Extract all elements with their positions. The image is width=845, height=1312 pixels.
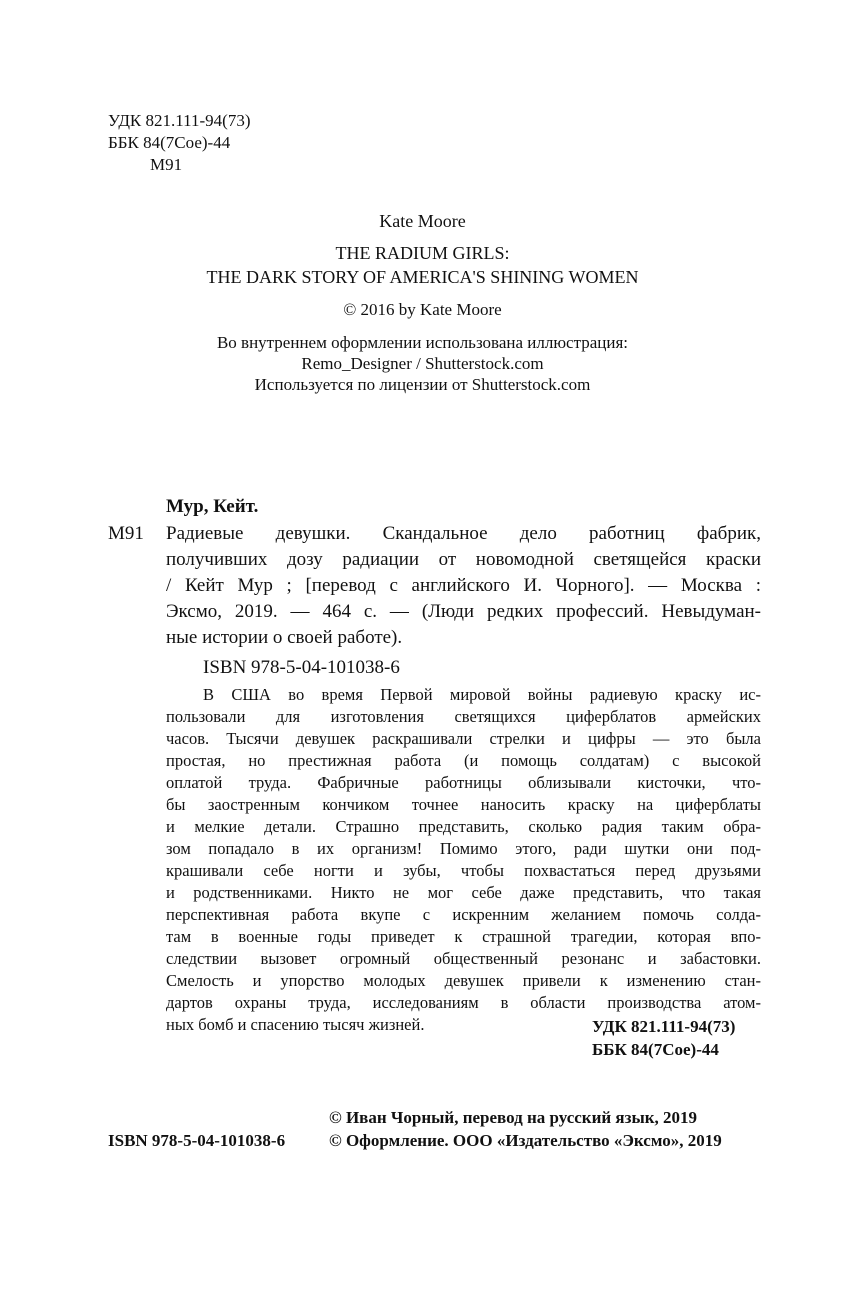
original-title-line2: THE DARK STORY OF AMERICA'S SHINING WOMEN — [206, 267, 639, 287]
original-title-line1: THE RADIUM GIRLS: — [335, 243, 510, 263]
annotation-udk: УДК 821.111-94(73) — [592, 1017, 736, 1036]
catalog-description-line: / Кейт Мур ; [перевод с английского И. Чорного]. — Москва : — [166, 575, 761, 596]
annotation-line: ных бомб и спасению тысяч жизней. — [166, 1015, 425, 1034]
illustration-line-2: Remo_Designer / Shutterstock.com — [301, 354, 544, 373]
illustration-line-1: Во внутреннем оформлении использована иллюстрация: — [216, 333, 629, 352]
catalog-description-line: ные истории о своей работе). — [166, 627, 403, 648]
catalog-description-line: получивших дозу радиации от новомодной светящейся краски — [166, 549, 761, 570]
original-copyright: © 2016 by Kate Moore — [343, 300, 502, 319]
annotation-line: там в военные годы приведет к страшной трагедии, которая впо- — [166, 927, 761, 946]
footer-isbn: ISBN 978-5-04-101038-6 — [108, 1131, 286, 1150]
udk-code: УДК 821.111-94(73) — [108, 111, 251, 130]
annotation-line: пользовали для изготовления светящихся циферблатов армейских — [166, 707, 761, 726]
bbk-code: ББК 84(7Сое)-44 — [108, 133, 231, 152]
annotation-line: следствии вызовет огромный общественный резонанс и забастовки. — [166, 949, 761, 968]
author-mark: М91 — [150, 155, 183, 174]
annotation-line: Смелость и упорство молодых девушек привели к изменению стан- — [166, 971, 761, 990]
catalog-description-line: Радиевые девушки. Скандальное дело работниц фабрик, — [166, 523, 761, 544]
annotation-line: и родственниками. Никто не мог себе даже представить, что такая — [166, 883, 761, 902]
catalog-description-line: Эксмо, 2019. — 464 с. — (Люди редких профессий. Невыдуман- — [166, 601, 761, 622]
annotation-line: бы заостренным кончиком точнее наносить краску на циферблаты — [166, 795, 761, 814]
original-author: Kate Moore — [379, 211, 466, 231]
annotation-line: оплатой труда. Фабричные работницы облизывали кисточки, что- — [166, 773, 761, 792]
annotation-line: и мелкие детали. Страшно представить, сколько радия таким обра- — [166, 817, 761, 836]
annotation-line: часов. Тысячи девушек раскрашивали стрелки и цифры — это была — [166, 729, 761, 748]
catalog-description — [166, 547, 761, 651]
annotation-bbk: ББК 84(7Сое)-44 — [592, 1040, 719, 1059]
annotation-line: простая, но престижная работа (и помощь солдатам) с высокой — [166, 751, 761, 770]
annotation-line: В США во время Первой мировой войны радиевую краску ис- — [203, 685, 761, 704]
annotation-line: крашивали себе ногти и зубы, чтобы похвастаться перед друзьями — [166, 861, 761, 880]
annotation-line: перспективная работа вкупе с искренним желанием помочь солда- — [166, 905, 761, 924]
annotation — [166, 684, 761, 1036]
catalog-mark: М91 — [108, 523, 144, 544]
catalog-isbn: ISBN 978-5-04-101038-6 — [203, 657, 400, 678]
catalog-heading: Мур, Кейт. — [166, 496, 259, 517]
illustration-line-3: Используется по лицензии от Shutterstock.com — [254, 375, 591, 394]
annotation-line: зом попадало в их организм! Помимо этого, ради шутки они под- — [166, 839, 761, 858]
annotation-line: дартов охраны труда, исследованиям в области производства атом- — [166, 993, 761, 1012]
copyright-translation: © Иван Чорный, перевод на русский язык, 2019 — [329, 1108, 698, 1127]
catalog-description-first — [166, 521, 761, 547]
copyright-design: © Оформление. ООО «Издательство «Эксмо», 2019 — [329, 1131, 722, 1150]
